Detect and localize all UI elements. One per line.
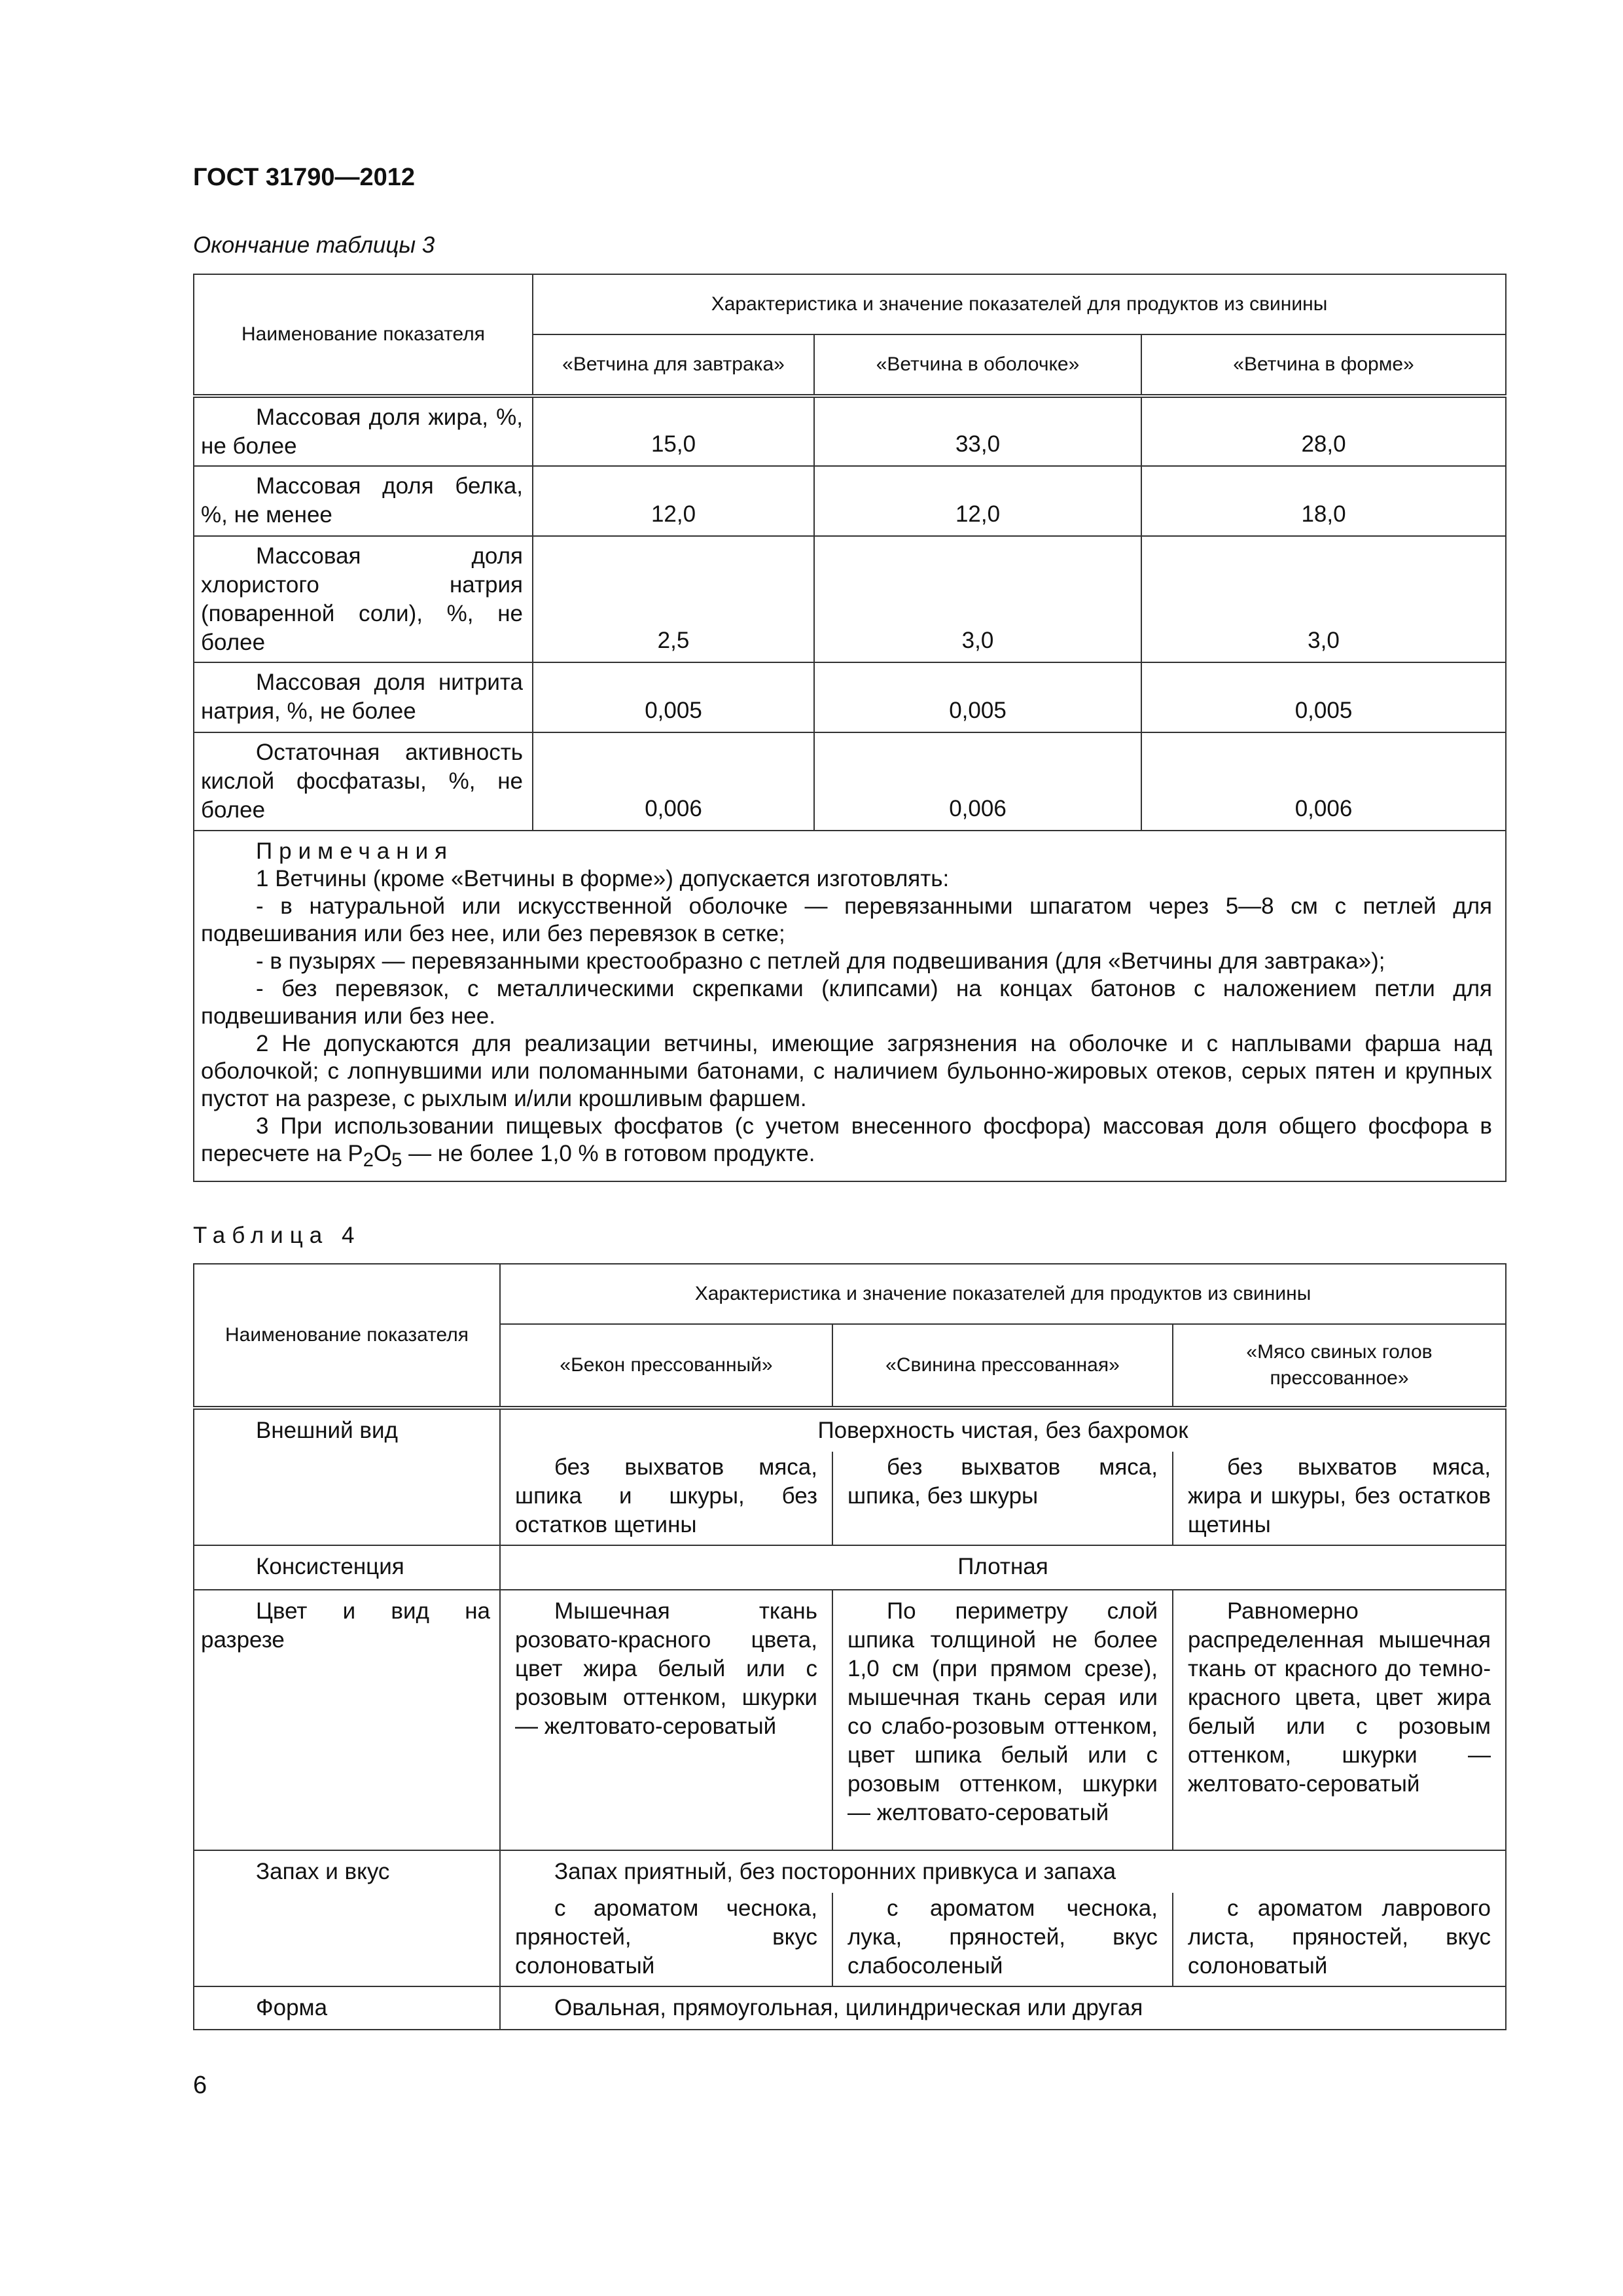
table3-caption: Окончание таблицы 3: [193, 232, 435, 258]
cell-value: 0,006: [533, 732, 814, 831]
merged-value: Поверхность чистая, без бахромок: [500, 1408, 1506, 1452]
cell-value: 12,0: [814, 466, 1141, 536]
cell-value: По периметру слой шпика толщиной не более 1,0 см (при прямом срезе), мышечная ткань серая или со слабо-розовым оттенком, цвет шпика белый или с розовым оттенком, шкурки — желтовато-сероватый: [832, 1590, 1173, 1850]
note-3: [201, 1113, 1492, 1174]
cell-value: 3,0: [1141, 536, 1506, 662]
table4-col-1: «Бекон прессованный»: [500, 1324, 832, 1408]
table4-col-2: «Свинина прессованная»: [832, 1324, 1173, 1408]
row-label: Внешний вид: [194, 1408, 500, 1545]
cell-value: Равномерно распределенная мышечная ткань от красного до темно-красного цвета, цвет жира белый или с розовым оттенком, шкурки — желтовато-сероватый: [1173, 1590, 1506, 1850]
cell-value: с ароматом лаврового листа, пряностей, вкус солоноватый: [1173, 1893, 1506, 1986]
table-row: [194, 396, 1506, 466]
table3-header-name: Наименование показателя: [194, 274, 533, 396]
note-2: 2 Не допускаются для реализации ветчины, имеющие загрязнения на оболочке и с наплывами фарша над оболочкой; с лопнувшими или поломанными батонами, с наличием бульонно-жировых отеков, серых пятен и крупных пустот на разрезе, с рыхлым и/или крошливым фаршем.: [201, 1031, 1492, 1111]
page-number: 6: [193, 2072, 207, 2099]
row-label: Запах и вкус: [194, 1850, 500, 1986]
row-label: Цвет и вид на разрезе: [194, 1590, 500, 1850]
merged-value: Овальная, прямоугольная, цилиндрическая или другая: [500, 1986, 1506, 2030]
note-1c: - без перевязок, с металлическими скрепками (клипсами) на концах батонов с наложением петли для подвешивания или без нее.: [201, 976, 1492, 1029]
cell-value: 28,0: [1141, 396, 1506, 466]
cell-value: 0,005: [1141, 662, 1506, 732]
note-3-sub2: 5: [391, 1150, 402, 1171]
table-row: [194, 536, 1506, 662]
cell-value: 2,5: [533, 536, 814, 662]
note-3-sub1: 2: [363, 1150, 374, 1171]
row-label: Массовая доля жира, %, не более: [194, 396, 533, 466]
cell-value: без выхватов мяса, шпика, без шкуры: [832, 1452, 1173, 1545]
cell-value: с ароматом чеснока, пряностей, вкус солоноватый: [500, 1893, 832, 1986]
note-1a: - в натуральной или искусственной оболочке — перевязанными шпагатом через 5—8 см с петлей для подвешивания или без нее, или без перевязок в сетке;: [201, 893, 1492, 946]
table4-col-3: «Мясо свиных голов прессованное»: [1173, 1324, 1506, 1408]
note-3-start: 3 При использовании пищевых фосфатов (с учетом внесенного фосфора) массовая доля общего фосфора в пересчете на P: [201, 1113, 1492, 1166]
notes-row: [194, 831, 1506, 1181]
merged-value: Плотная: [500, 1545, 1506, 1590]
note-1b: - в пузырях — перевязанными крестообразно с петлей для подвешивания (для «Ветчины для завтрака»);: [256, 948, 1385, 974]
table-row: [194, 1545, 1506, 1590]
table3: [193, 274, 1507, 1182]
cell-value: 18,0: [1141, 466, 1506, 536]
cell-value: 0,005: [814, 662, 1141, 732]
table-row: [194, 466, 1506, 536]
table3-header-group: Характеристика и значение показателей для продуктов из свинины: [533, 274, 1506, 334]
row-label: Массовая доля хлористого натрия (поваренной соли), %, не более: [194, 536, 533, 662]
note-3-end: — не более 1,0 % в готовом продукте.: [402, 1141, 815, 1166]
notes-cell: [194, 831, 1506, 1181]
row-label: Остаточная активность кислой фосфатазы, %, не более: [194, 732, 533, 831]
cell-value: 15,0: [533, 396, 814, 466]
cell-value: 12,0: [533, 466, 814, 536]
table3-col-2: «Ветчина в оболочке»: [814, 334, 1141, 396]
table3-col-3: «Ветчина в форме»: [1141, 334, 1506, 396]
table-row: [194, 1590, 1506, 1850]
table4-caption: Таблица 4: [193, 1223, 361, 1248]
standard-number: ГОСТ 31790—2012: [193, 164, 416, 191]
row-label: Массовая доля белка, %, не менее: [194, 466, 533, 536]
table-row: [194, 662, 1506, 732]
cell-value: Мышечная ткань розовато-красного цвета, цвет жира белый или с розовым оттенком, шкурки — желтовато-сероватый: [500, 1590, 832, 1850]
table-row: [194, 1986, 1506, 2030]
note-1: 1 Ветчины (кроме «Ветчины в форме») допускается изготовлять:: [256, 866, 950, 891]
row-label: Форма: [194, 1986, 500, 2030]
table-row: [194, 1850, 1506, 1893]
note-3-mid: O: [373, 1141, 392, 1166]
cell-value: 33,0: [814, 396, 1141, 466]
table3-col-1: «Ветчина для завтрака»: [533, 334, 814, 396]
merged-value: Запах приятный, без посторонних привкуса и запаха: [500, 1850, 1506, 1893]
table-row: [194, 732, 1506, 831]
row-label: Консистенция: [194, 1545, 500, 1590]
cell-value: 0,005: [533, 662, 814, 732]
notes-heading: Примечания: [256, 838, 454, 864]
cell-value: без выхватов мяса, шпика и шкуры, без остатков щетины: [500, 1452, 832, 1545]
cell-value: без выхватов мяса, жира и шкуры, без остатков щетины: [1173, 1452, 1506, 1545]
cell-value: 3,0: [814, 536, 1141, 662]
cell-value: 0,006: [814, 732, 1141, 831]
row-label: Массовая доля нитрита натрия, %, не более: [194, 662, 533, 732]
table4: [193, 1263, 1507, 2030]
cell-value: 0,006: [1141, 732, 1506, 831]
cell-value: с ароматом чеснока, лука, пряностей, вкус слабосоленый: [832, 1893, 1173, 1986]
table-row: [194, 1408, 1506, 1452]
table4-header-name: Наименование показателя: [194, 1264, 500, 1408]
table4-header-group: Характеристика и значение показателей для продуктов из свинины: [500, 1264, 1506, 1324]
